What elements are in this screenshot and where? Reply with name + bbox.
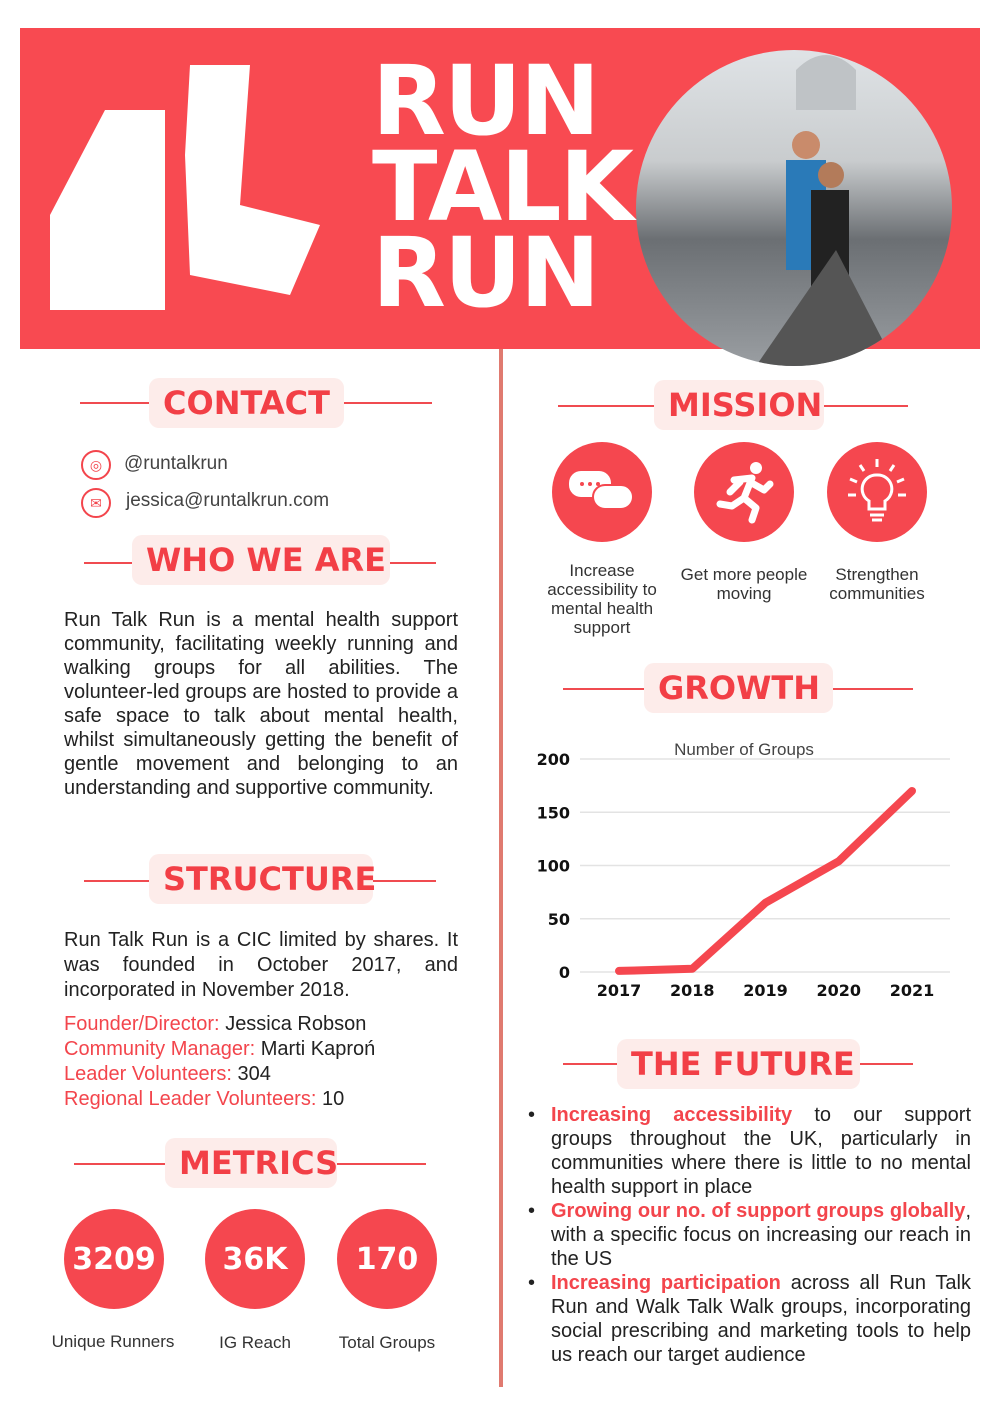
mission-heading: MISSION bbox=[654, 380, 824, 430]
y-tick-label: 50 bbox=[547, 909, 570, 929]
instagram-handle[interactable]: @runtalkrun bbox=[124, 453, 228, 474]
metric-ig-reach: 36K bbox=[205, 1209, 305, 1309]
role-row bbox=[64, 1037, 375, 1062]
role-value: 304 bbox=[237, 1063, 271, 1085]
metric-label: IG Reach bbox=[219, 1333, 291, 1352]
y-tick-label: 100 bbox=[536, 856, 570, 876]
role-label: Leader Volunteers: bbox=[64, 1063, 232, 1085]
column-divider bbox=[499, 349, 503, 1387]
lightbulb-icon bbox=[827, 442, 927, 542]
email-link[interactable]: jessica@runtalkrun.com bbox=[126, 490, 330, 511]
email-icon: ✉ bbox=[81, 488, 111, 518]
metric-label: Total Groups bbox=[338, 1333, 436, 1352]
mission-label: Strengthen communities bbox=[829, 565, 925, 603]
metric-runners: 3209 bbox=[64, 1209, 164, 1309]
metric-label: Unique Runners bbox=[51, 1332, 175, 1351]
future-item-highlight: Growing our no. of support groups globally bbox=[551, 1200, 966, 1222]
running-person-icon bbox=[694, 442, 794, 542]
role-row bbox=[64, 1012, 375, 1037]
mission-label: Get more people moving bbox=[680, 565, 808, 603]
x-tick-label: 2017 bbox=[596, 981, 642, 1000]
role-row bbox=[64, 1062, 375, 1087]
x-tick-label: 2021 bbox=[889, 981, 935, 1000]
role-label: Founder/Director: bbox=[64, 1013, 220, 1035]
structure-body: Run Talk Run is a CIC limited by shares. It was founded in October 2017, and incorporated in November 2018. bbox=[64, 929, 458, 1001]
growth-heading: GROWTH bbox=[644, 663, 833, 713]
who-body: Run Talk Run is a mental health support community, facilitating weekly running and walking groups for all abilities. The volunteer-led groups are hosted to provide a safe space to talk about mental health, whilst simultaneously getting the benefit of gentle movement and belonging to an understanding and supportive community. bbox=[64, 609, 458, 799]
mission-label: Increase accessibility to mental health support bbox=[547, 561, 657, 637]
structure-heading: STRUCTURE bbox=[149, 854, 373, 904]
x-tick-label: 2020 bbox=[816, 981, 862, 1000]
future-item bbox=[528, 1271, 971, 1367]
growth-chart bbox=[520, 730, 960, 1010]
roles-list bbox=[64, 1012, 375, 1112]
future-list bbox=[528, 1103, 971, 1367]
x-tick-label: 2018 bbox=[669, 981, 715, 1000]
page-title bbox=[372, 45, 632, 329]
future-item-text: to our support groups throughout the UK, particularly in communities where there is little to no mental health support in place bbox=[551, 1104, 972, 1198]
quote-mark-logo bbox=[45, 65, 330, 315]
future-item-text: across all Run Talk Run and Walk Talk Walk groups, incorporating social prescribing and marketing tools to help us reach our target audience bbox=[551, 1272, 971, 1366]
x-tick-label: 2019 bbox=[743, 981, 788, 1000]
role-label: Community Manager: bbox=[64, 1038, 256, 1060]
instagram-icon: ◎ bbox=[81, 450, 111, 480]
title-line: RUN bbox=[372, 217, 599, 329]
role-row bbox=[64, 1087, 375, 1112]
future-item-highlight: Increasing accessibility bbox=[551, 1104, 793, 1126]
future-item-text: , with a specific focus on increasing our reach in the US bbox=[551, 1200, 971, 1270]
metrics-heading: METRICS bbox=[165, 1138, 337, 1188]
title-line: TALK bbox=[372, 131, 632, 243]
chat-bubbles-icon bbox=[552, 442, 652, 542]
who-heading: WHO WE ARE bbox=[132, 535, 390, 585]
y-tick-label: 200 bbox=[536, 750, 570, 769]
contact-heading: CONTACT bbox=[149, 378, 344, 428]
future-heading: THE FUTURE bbox=[617, 1039, 860, 1089]
future-item bbox=[528, 1103, 971, 1199]
role-value: Marti Kaproń bbox=[260, 1038, 376, 1060]
y-tick-label: 150 bbox=[536, 803, 570, 823]
future-item bbox=[528, 1199, 971, 1271]
y-tick-label: 0 bbox=[558, 963, 570, 982]
metric-groups: 170 bbox=[337, 1209, 437, 1309]
role-label: Regional Leader Volunteers: bbox=[64, 1088, 317, 1110]
chart-title: Number of Groups bbox=[674, 740, 814, 759]
future-item-highlight: Increasing participation bbox=[551, 1272, 781, 1294]
role-value: Jessica Robson bbox=[225, 1013, 367, 1035]
role-value: 10 bbox=[321, 1088, 345, 1110]
runners-photo bbox=[636, 50, 952, 366]
title-line: RUN bbox=[372, 45, 599, 157]
series-line bbox=[619, 791, 912, 971]
